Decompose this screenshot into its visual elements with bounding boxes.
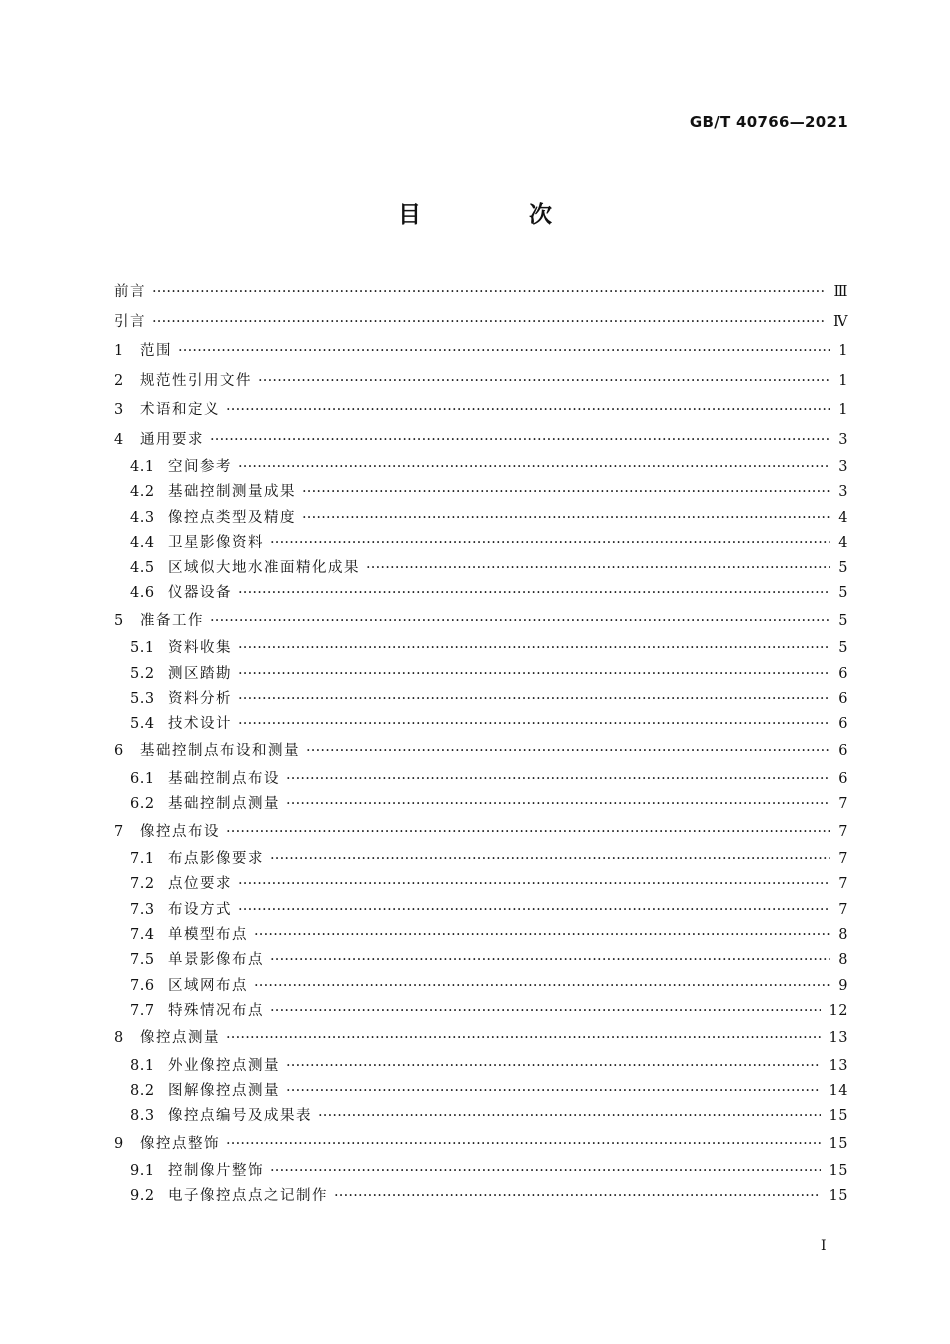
toc-entry-label: 基础控制点布设 <box>168 770 280 787</box>
toc-entry-label: 像控点编号及成果表 <box>168 1108 312 1125</box>
toc-entry-page: 13 <box>828 1057 848 1074</box>
toc-entry[interactable] <box>114 792 848 817</box>
toc-entry-label: 像控点测量 <box>140 1030 220 1047</box>
dot-leader <box>270 999 821 1024</box>
toc-entry-page: 5 <box>838 560 848 577</box>
toc-entry-page: Ⅲ <box>833 284 848 300</box>
dot-leader <box>270 1159 821 1184</box>
toc-entry-page: 1 <box>838 402 848 418</box>
toc-entry-page: 6 <box>838 690 848 707</box>
toc-entry[interactable] <box>114 556 848 581</box>
toc-entry-label: 引言 <box>114 313 146 330</box>
toc-entry-label: 规范性引用文件 <box>140 372 252 389</box>
toc-entry-number: 8.1 <box>130 1057 155 1074</box>
toc-entry[interactable] <box>114 308 848 338</box>
toc-entry-label: 基础控制点布设和测量 <box>140 743 300 760</box>
toc-entry[interactable] <box>114 662 848 687</box>
toc-entry[interactable] <box>114 1130 848 1160</box>
toc-entry[interactable] <box>114 847 848 872</box>
toc-entry[interactable] <box>114 898 848 923</box>
toc-entry-label: 像控点类型及精度 <box>168 509 296 526</box>
toc-entry[interactable] <box>114 278 848 308</box>
dot-leader <box>302 506 830 531</box>
toc-entry-number: 5.4 <box>130 716 155 733</box>
toc-entry[interactable] <box>114 396 848 426</box>
toc-entry-label: 资料分析 <box>168 690 232 707</box>
toc-entry-number: 7.6 <box>130 977 155 994</box>
toc-entry-number: 5.3 <box>130 690 155 707</box>
toc-entry[interactable] <box>114 923 848 948</box>
dot-leader <box>238 455 830 480</box>
dot-leader <box>306 737 830 767</box>
dot-leader <box>178 337 830 367</box>
toc-entry-page: 7 <box>838 796 848 813</box>
toc-entry-page: 7 <box>838 823 848 840</box>
dot-leader <box>238 687 830 712</box>
dot-leader <box>270 531 830 556</box>
dot-leader <box>254 974 830 999</box>
toc-entry[interactable] <box>114 1159 848 1184</box>
toc-entry-label: 外业像控点测量 <box>168 1057 280 1074</box>
toc-entry-page: 1 <box>838 372 848 389</box>
dot-leader <box>226 818 830 848</box>
dot-leader <box>238 872 830 897</box>
toc-entry-number: 2 <box>114 372 124 389</box>
dot-leader <box>238 898 830 923</box>
toc-entry-number: 9 <box>114 1135 124 1152</box>
toc-entry-page: 6 <box>838 716 848 733</box>
toc-entry-label: 准备工作 <box>140 612 204 629</box>
toc-entry-number: 8 <box>114 1030 124 1047</box>
toc-entry[interactable] <box>114 737 848 767</box>
toc-entry[interactable] <box>114 1024 848 1054</box>
toc-entry-page: 14 <box>828 1082 848 1099</box>
toc-entry-number: 7.3 <box>130 901 155 918</box>
toc-entry[interactable] <box>114 948 848 973</box>
toc-entry-number: 7.1 <box>130 851 155 868</box>
toc-entry-number: 4 <box>114 431 124 448</box>
toc-entry-label: 卫星影像资料 <box>168 534 264 551</box>
toc-entry-number: 5.2 <box>130 665 155 682</box>
dot-leader <box>210 607 830 637</box>
toc-entry-number: 5.1 <box>130 640 155 657</box>
toc-entry-page: 4 <box>838 509 848 526</box>
toc-entry[interactable] <box>114 1184 848 1209</box>
toc-entry-number: 7.2 <box>130 876 155 893</box>
toc-entry-number: 3 <box>114 402 124 418</box>
toc-entry-page: 3 <box>838 459 848 475</box>
toc-entry-number: 8.2 <box>130 1082 155 1099</box>
toc-entry[interactable] <box>114 872 848 897</box>
toc-entry-page: 5 <box>838 640 848 657</box>
toc-entry-label: 布点影像要求 <box>168 851 264 868</box>
toc-entry-label: 单景影像布点 <box>168 952 264 969</box>
toc-entry[interactable] <box>114 999 848 1024</box>
toc-entry[interactable] <box>114 687 848 712</box>
toc-title: 目 次 <box>397 202 602 228</box>
dot-leader <box>226 1024 821 1054</box>
toc-entry[interactable] <box>114 506 848 531</box>
toc-entry-page: 4 <box>838 534 848 551</box>
toc-entry-page: 13 <box>828 1030 848 1047</box>
toc-entry-page: 15 <box>828 1188 848 1205</box>
dot-leader <box>270 948 830 973</box>
dot-leader <box>152 278 826 308</box>
toc-entry[interactable] <box>114 974 848 999</box>
toc-entry-number: 4.2 <box>130 484 155 501</box>
dot-leader <box>238 662 830 687</box>
toc-entry-number: 7.7 <box>130 1002 155 1019</box>
toc-entry-label: 点位要求 <box>168 876 232 893</box>
toc-entry[interactable] <box>114 818 848 848</box>
toc-entry-page: 1 <box>838 343 848 359</box>
toc-entry-label: 像控点布设 <box>140 823 220 840</box>
toc-entry[interactable] <box>114 455 848 480</box>
toc-entry-label: 像控点整饰 <box>140 1135 220 1152</box>
toc-entry-number: 5 <box>114 612 124 629</box>
dot-leader <box>254 923 830 948</box>
toc-entry-label: 基础控制点测量 <box>168 796 280 813</box>
toc-entry-number: 4.1 <box>130 459 155 475</box>
toc-entry-number: 4.6 <box>130 585 155 602</box>
table-of-contents <box>114 278 848 1210</box>
toc-entry-label: 电子像控点点之记制作 <box>168 1188 328 1205</box>
toc-entry-label: 前言 <box>114 284 146 300</box>
toc-entry-label: 单模型布点 <box>168 926 248 943</box>
dot-leader <box>238 581 830 606</box>
toc-entry-label: 技术设计 <box>168 716 232 733</box>
toc-entry-page: 3 <box>838 431 848 448</box>
toc-entry-page: 9 <box>838 977 848 994</box>
toc-entry-label: 控制像片整饰 <box>168 1163 264 1180</box>
toc-entry[interactable] <box>114 607 848 637</box>
dot-leader <box>270 847 830 872</box>
toc-entry-label: 资料收集 <box>168 640 232 657</box>
toc-entry-number: 1 <box>114 343 124 359</box>
toc-entry-label: 术语和定义 <box>140 402 220 418</box>
toc-entry-page: 12 <box>828 1002 848 1019</box>
toc-entry-page: 6 <box>838 743 848 760</box>
toc-entry-number: 6.2 <box>130 796 155 813</box>
toc-entry[interactable] <box>114 767 848 792</box>
toc-entry-label: 图解像控点测量 <box>168 1082 280 1099</box>
toc-entry-number: 7.5 <box>130 952 155 969</box>
toc-entry[interactable] <box>114 480 848 505</box>
dot-leader <box>334 1184 821 1209</box>
dot-leader <box>286 1054 821 1079</box>
toc-entry[interactable] <box>114 712 848 737</box>
dot-leader <box>226 1130 821 1160</box>
dot-leader <box>152 308 825 338</box>
toc-entry[interactable] <box>114 636 848 661</box>
dot-leader <box>286 792 830 817</box>
toc-entry-label: 布设方式 <box>168 901 232 918</box>
standard-code: GB/T 40766—2021 <box>689 113 848 131</box>
toc-entry-label: 空间参考 <box>168 459 232 475</box>
toc-entry-number: 8.3 <box>130 1108 155 1125</box>
toc-entry-page: 3 <box>838 484 848 501</box>
dot-leader <box>226 396 830 426</box>
toc-entry[interactable] <box>114 367 848 397</box>
toc-entry-page: 15 <box>828 1163 848 1180</box>
toc-entry-number: 9.1 <box>130 1163 155 1180</box>
toc-entry-page: 6 <box>838 770 848 787</box>
toc-entry-number: 4.3 <box>130 509 155 526</box>
toc-entry-number: 6 <box>114 743 124 760</box>
toc-entry-page: Ⅳ <box>833 313 848 330</box>
dot-leader <box>366 556 830 581</box>
toc-entry-page: 15 <box>828 1135 848 1152</box>
toc-entry[interactable] <box>114 1079 848 1104</box>
toc-entry-number: 7 <box>114 823 124 840</box>
toc-entry-label: 测区踏勘 <box>168 665 232 682</box>
toc-entry-number: 4.5 <box>130 560 155 577</box>
toc-entry[interactable] <box>114 1054 848 1079</box>
toc-entry-page: 6 <box>838 665 848 682</box>
toc-entry-number: 7.4 <box>130 926 155 943</box>
dot-leader <box>238 712 830 737</box>
toc-entry[interactable] <box>114 581 848 606</box>
toc-entry-number: 6.1 <box>130 770 155 787</box>
page-number: I <box>821 1238 827 1254</box>
dot-leader <box>302 480 830 505</box>
toc-entry-page: 7 <box>838 876 848 893</box>
dot-leader <box>286 767 830 792</box>
toc-entry-page: 5 <box>838 585 848 602</box>
toc-entry-label: 区域似大地水准面精化成果 <box>168 560 360 577</box>
toc-entry-label: 特殊情况布点 <box>168 1002 264 1019</box>
toc-entry-page: 7 <box>838 901 848 918</box>
toc-entry-label: 通用要求 <box>140 431 204 448</box>
dot-leader <box>238 636 830 661</box>
toc-entry-label: 仪器设备 <box>168 585 232 602</box>
toc-entry-page: 8 <box>838 952 848 969</box>
dot-leader <box>286 1079 821 1104</box>
toc-entry-label: 范围 <box>140 343 172 359</box>
toc-entry-page: 5 <box>838 612 848 629</box>
toc-entry-label: 区域网布点 <box>168 977 248 994</box>
toc-entry[interactable] <box>114 426 848 456</box>
toc-entry[interactable] <box>114 1104 848 1129</box>
dot-leader <box>318 1104 821 1129</box>
toc-entry-number: 4.4 <box>130 534 155 551</box>
dot-leader <box>210 426 830 456</box>
toc-entry-page: 8 <box>838 926 848 943</box>
toc-entry-label: 基础控制测量成果 <box>168 484 296 501</box>
toc-entry-page: 7 <box>838 851 848 868</box>
dot-leader <box>258 367 830 397</box>
toc-entry[interactable] <box>114 337 848 367</box>
toc-entry-number: 9.2 <box>130 1188 155 1205</box>
toc-entry-page: 15 <box>828 1108 848 1125</box>
toc-entry[interactable] <box>114 531 848 556</box>
